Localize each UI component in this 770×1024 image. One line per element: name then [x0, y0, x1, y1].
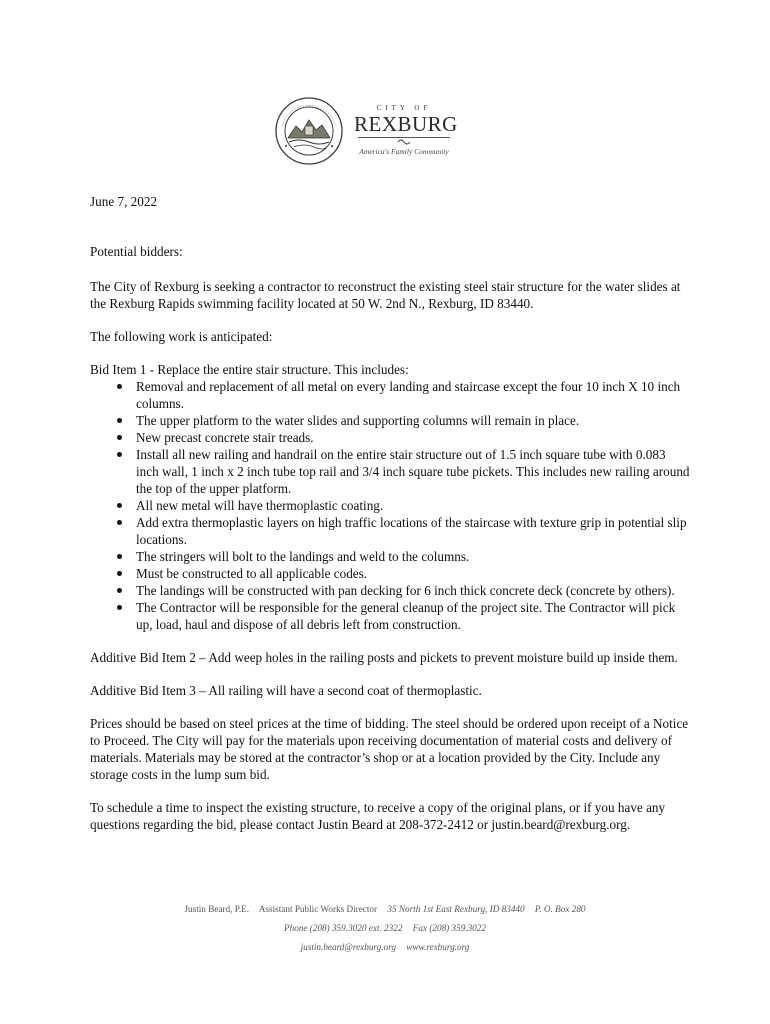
pricing-paragraph: Prices should be based on steel prices at the time of bidding. The steel should be ordered upon receipt of a Notice to Proceed. The City will pay for the materials upon receiving documentation of material costs and delivery of materials. Materials may be stored at the contractor’s shop or at a location provided by the City. Include any storage costs in the lump sum bid.	[90, 716, 689, 782]
footer-address: 35 North 1st East Rexburg, ID 83440	[387, 904, 525, 914]
wordmark-tagline: America's Family Community	[359, 147, 449, 156]
footer-phone: Phone (208) 359.3020 ext. 2322	[284, 923, 403, 933]
letter-salutation: Potential bidders:	[90, 244, 183, 259]
bullet-icon	[117, 588, 122, 593]
bullet-icon	[117, 605, 122, 610]
additive-bid-item-3: Additive Bid Item 3 – All railing will have a second coat of thermoplastic.	[90, 683, 482, 698]
letter-body	[90, 190, 690, 833]
list-item: All new metal will have thermoplastic coating.	[136, 497, 690, 514]
letter-footer	[90, 900, 680, 957]
anticipated-line: The following work is anticipated:	[90, 329, 273, 344]
bullet-icon	[117, 520, 122, 525]
wordmark-city-of: CITY OF	[376, 104, 432, 112]
city-wordmark	[354, 104, 458, 156]
bullet-icon	[117, 384, 122, 389]
list-item: Must be constructed to all applicable codes.	[136, 565, 690, 582]
bid-item-1-list	[90, 378, 690, 633]
footer-fax: Fax (208) 359.3022	[412, 923, 486, 933]
footer-website[interactable]: www.rexburg.org	[406, 942, 470, 952]
list-item: The Contractor will be responsible for the general cleanup of the project site. The Contractor will pick up, load, haul and dispose of all debris left from construction.	[136, 599, 690, 633]
footer-line-3	[90, 938, 680, 957]
footer-email[interactable]: justin.beard@rexburg.org	[300, 942, 396, 952]
list-item: Install all new railing and handrail on the entire stair structure out of 1.5 inch square tube with 0.083 inch wall, 1 inch x 2 inch tube top rail and 3/4 inch square tube pickets. This includes new railing around the top of the upper platform.	[136, 446, 690, 497]
footer-name: Justin Beard, P.E.	[184, 904, 250, 914]
intro-paragraph: The City of Rexburg is seeking a contractor to reconstruct the existing steel stair structure for the water slides at the Rexburg Rapids swimming facility located at 50 W. 2nd N., Rexburg, ID 83440.	[90, 279, 681, 311]
footer-po-box: P. O. Box 280	[534, 904, 586, 914]
bullet-icon	[117, 503, 122, 508]
bullet-icon	[117, 452, 122, 457]
footer-title: Assistant Public Works Director	[258, 904, 378, 914]
wordmark-city-name: REXBURG	[354, 112, 458, 136]
list-item: New precast concrete stair treads.	[136, 429, 690, 446]
bullet-icon	[117, 435, 122, 440]
bullet-icon	[117, 571, 122, 576]
city-logo	[274, 96, 458, 170]
bullet-icon	[117, 554, 122, 559]
list-item: Add extra thermoplastic layers on high traffic locations of the staircase with texture grip in potential slip locations.	[136, 514, 690, 548]
letter-date: June 7, 2022	[90, 194, 158, 209]
additive-bid-item-2: Additive Bid Item 2 – Add weep holes in the railing posts and pickets to prevent moisture build up inside them.	[90, 650, 678, 665]
city-seal-icon	[274, 96, 344, 166]
list-item: The upper platform to the water slides and supporting columns will remain in place.	[136, 412, 690, 429]
list-item: The landings will be constructed with pan decking for 6 inch thick concrete deck (concrete by others).	[136, 582, 690, 599]
footer-line-2	[90, 919, 680, 938]
bullet-icon	[117, 418, 122, 423]
list-item: Removal and replacement of all metal on every landing and staircase except the four 10 inch X 10 inch columns.	[136, 378, 690, 412]
bid-item-1-heading: Bid Item 1 - Replace the entire stair structure. This includes:	[90, 362, 409, 377]
list-item: The stringers will bolt to the landings and weld to the columns.	[136, 548, 690, 565]
footer-line-1	[90, 900, 680, 919]
contact-paragraph: To schedule a time to inspect the existing structure, to receive a copy of the original plans, or if you have any questions regarding the bid, please contact Justin Beard at 208-372-2412 or justin.beard@rexburg.org.	[90, 800, 666, 832]
swirl-ornament-icon	[397, 138, 411, 146]
